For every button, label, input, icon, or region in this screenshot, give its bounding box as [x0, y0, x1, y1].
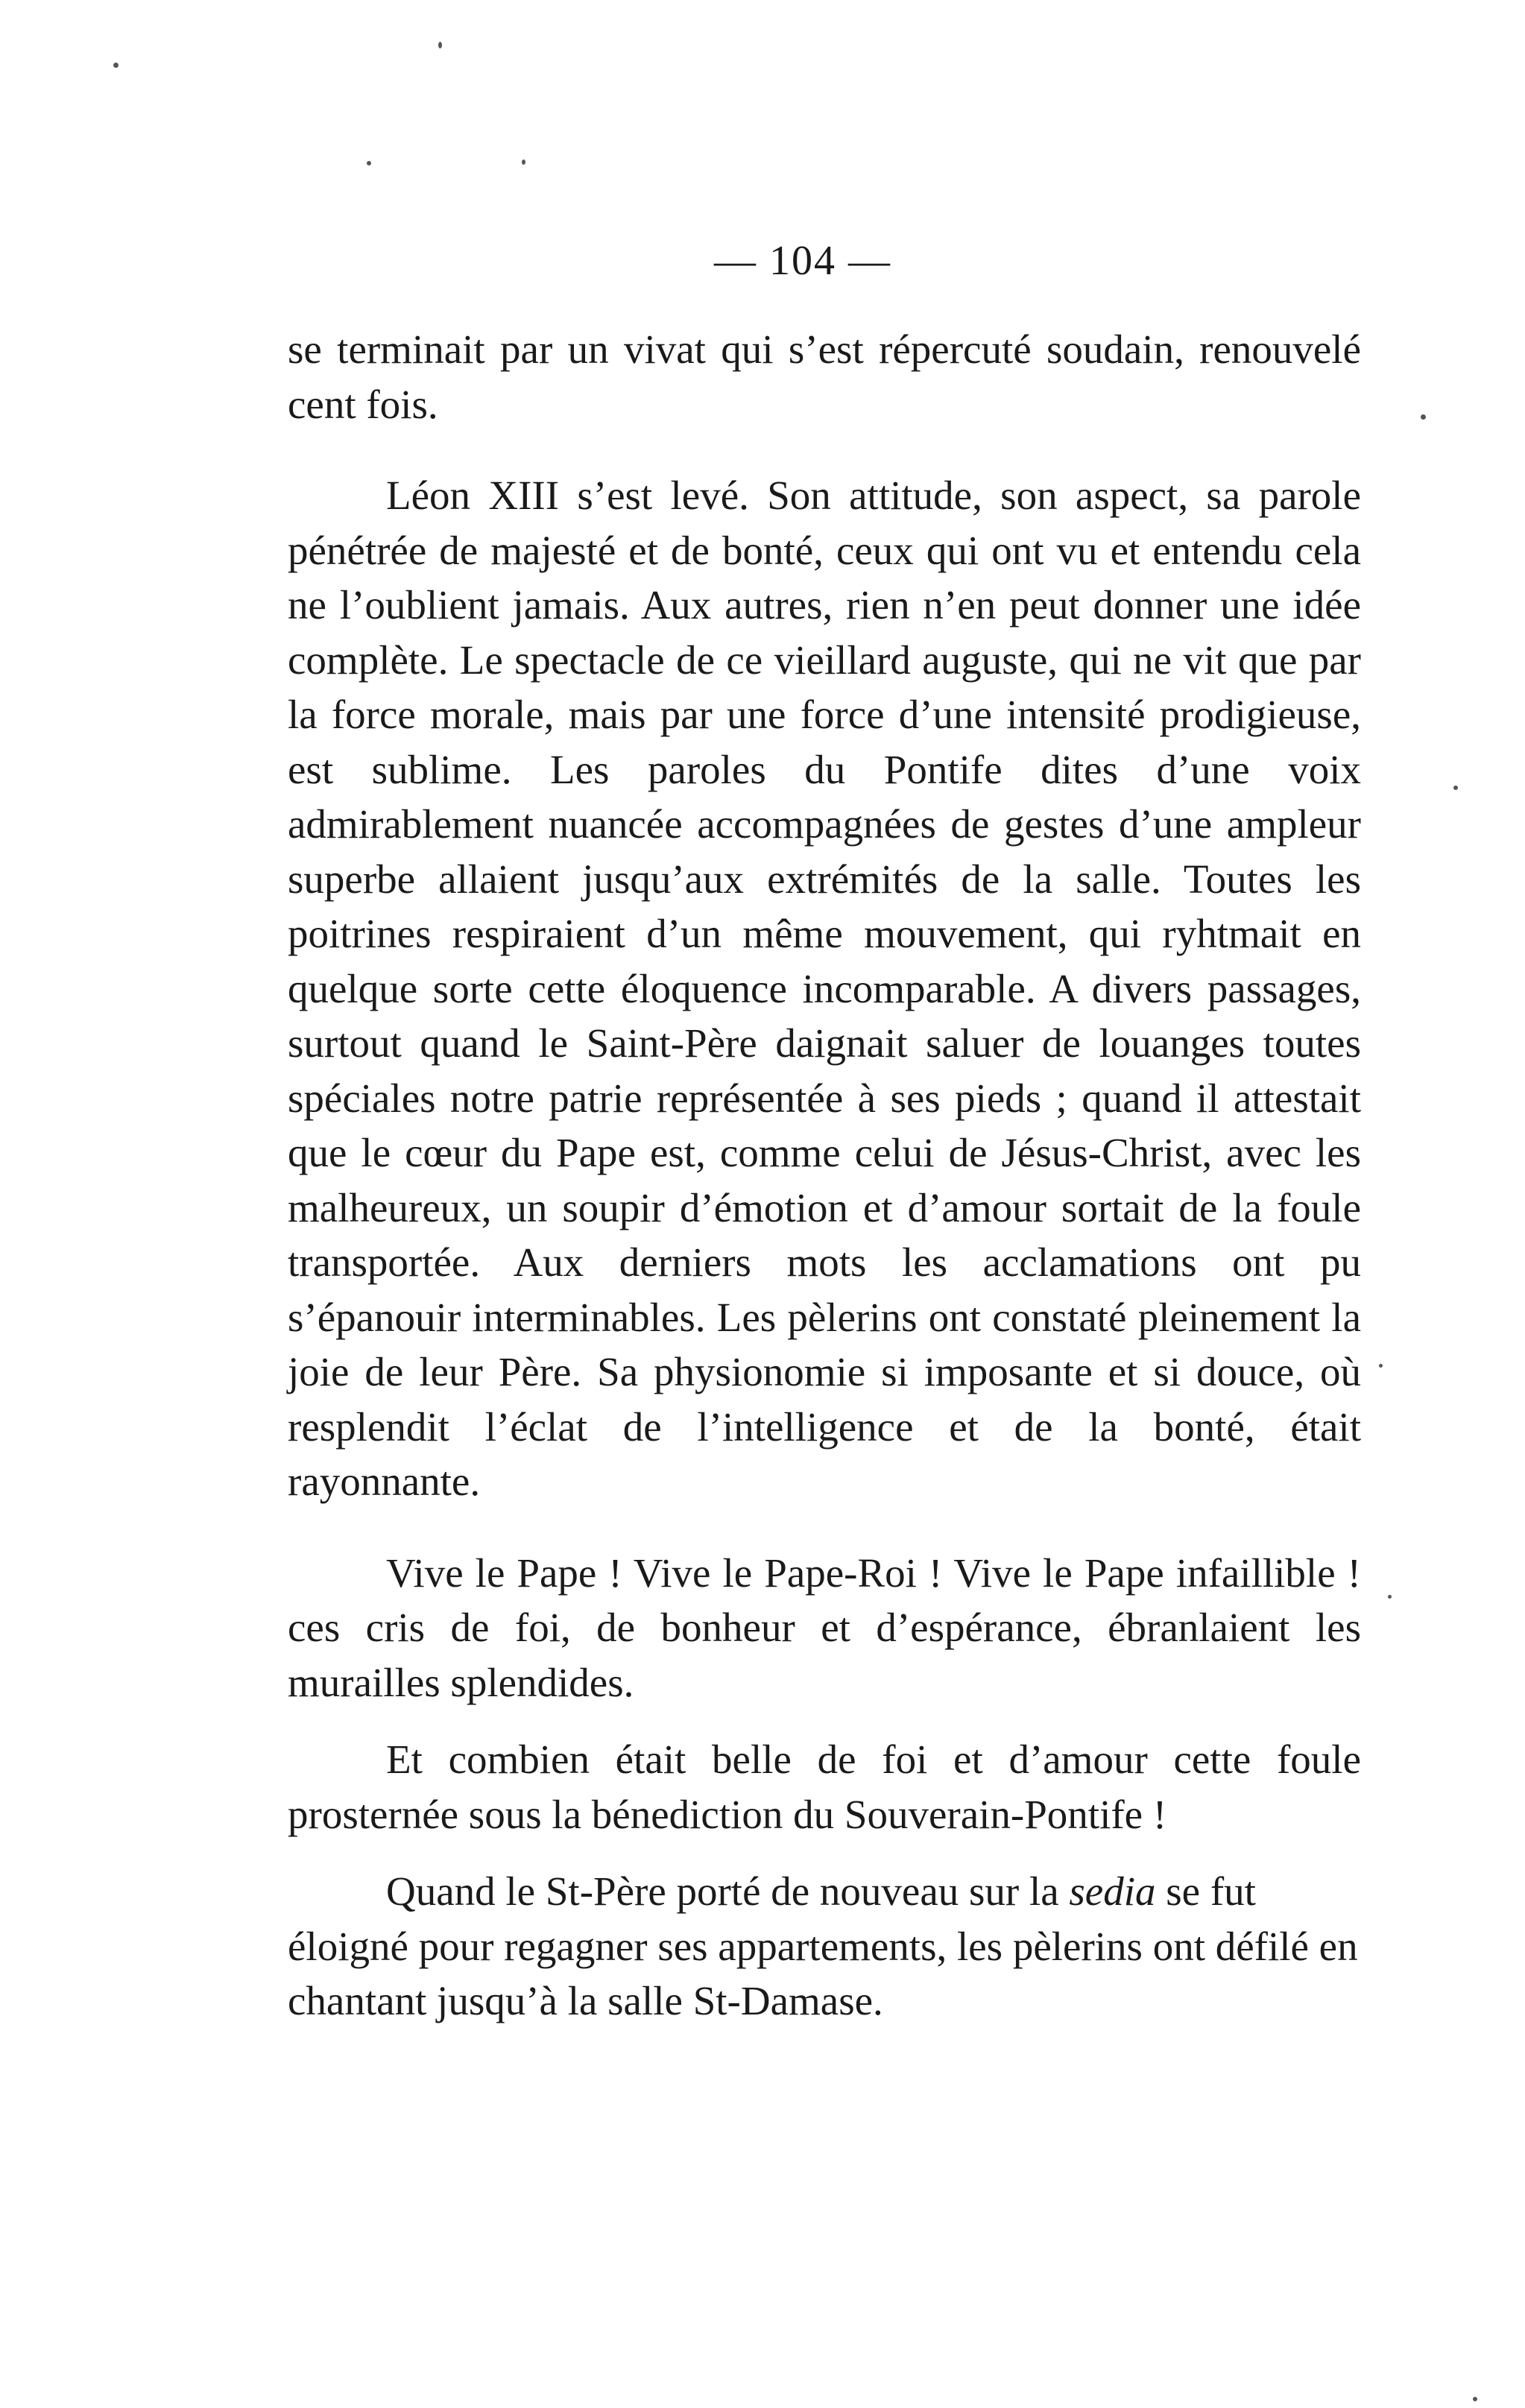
scan-speck [438, 42, 442, 48]
scan-speck [367, 161, 371, 165]
italic-sedia: sedia [1069, 1868, 1156, 1914]
body-text [288, 322, 1361, 2029]
scan-speck [1379, 1364, 1383, 1368]
paragraph-vive-le-pape: Vive le Pape ! Vive le Pape-Roi ! Vive le Pape infaillible ! ces cris de foi, de bonheur et d’espérance, ébranlaient les murailles splendides. [288, 1549, 1361, 1705]
scan-speck [1453, 786, 1458, 790]
paragraph-text-after: se fut éloigné pour regagner ses appartements, les pèlerins ont défilé en chantant jusqu’à la salle St-Damase. [288, 1868, 1358, 2023]
paragraph-text-before: Quand le St-Père porté de nouveau sur la [386, 1868, 1070, 1914]
page-number: — 104 — [714, 238, 891, 284]
paragraph-et-combien: Et combien était belle de foi et d’amour cette foule prosternée sous la bénediction du Souverain-Pontife ! [288, 1737, 1361, 1837]
scan-speck [1473, 2397, 1477, 2401]
paragraph-continuation: se terminait par un vivat qui s’est répercuté soudain, renouvelé cent fois. [288, 326, 1361, 427]
paragraph-quand-le-st-pere [288, 1864, 1361, 2029]
scan-speck [1421, 414, 1426, 420]
scan-speck [522, 159, 525, 165]
scan-speck [113, 63, 119, 68]
scan-speck [1388, 1595, 1392, 1599]
paragraph-leon-xiii: Léon XIII s’est levé. Son attitude, son aspect, sa parole pénétrée de majesté et de bonté, ceux qui ont vu et entendu cela ne l’oublient jamais. Aux autres, rien n’en peut donner une idée complète. Le spectacle de ce vieillard auguste, qui ne vit que par la force morale, mais par une force d’une intensité prodigieuse, est sublime. Les paroles du Pontife dites d’une voix admirablement nuancée accompagnées de gestes d’une ampleur superbe allaient jusqu’aux extrémités de la salle. Toutes les poitrines respiraient d’un même mouvement, qui ryhtmait en quelque sorte cette éloquence incomparable. A divers passages, surtout quand le Saint-Père daignait saluer de louanges toutes spéciales notre patrie représentée à ses pieds ; quand il attestait que le cœur du Pape est, comme celui de Jésus-Christ, avec les malheureux, un soupir d’émotion et d’amour sortait de la foule transportée. Aux derniers mots les acclamations ont pu s’épanouir interminables. Les pèlerins ont constaté pleinement la joie de leur Père. Sa physionomie si imposante et si douce, où resplendit l’éclat de l’intelligence et de la bonté, était rayonnante. [288, 473, 1361, 1504]
